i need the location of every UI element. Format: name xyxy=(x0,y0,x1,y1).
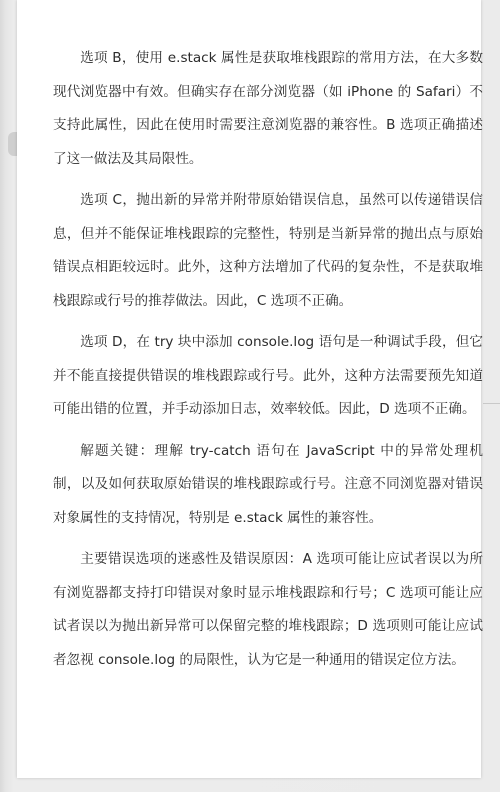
document-body xyxy=(53,42,483,685)
scroll-marker xyxy=(483,403,500,404)
paragraph-option-d: 选项 D，在 try 块中添加 console.log 语句是一种调试手段，但它并不能直接提供错误的堆栈跟踪或行号。此外，这种方法需要预先知道可能出错的位置，并手动添加日志，效率较低。因此，D 选项不正确。 xyxy=(53,334,483,417)
paragraph-key-point: 解题关键：理解 try-catch 语句在 JavaScript 中的异常处理机制，以及如何获取原始错误的堆栈跟踪或行号。注意不同浏览器对错误对象属性的支持情况，特别是 e.stack 属性的兼容性。 xyxy=(53,442,483,526)
paragraph-option-c: 选项 C，抛出新的异常并附带原始错误信息，虽然可以传递错误信息，但并不能保证堆栈跟踪的完整性，特别是当新异常的抛出点与原始错误点相距较远时。此外，这种方法增加了代码的复杂性，不是获取堆栈跟踪或行号的推荐做法。因此，C 选项不正确。 xyxy=(53,192,483,309)
paragraph-distractors: 主要错误选项的迷惑性及错误原因：A 选项可能让应试者误以为所有浏览器都支持打印错误对象时显示堆栈跟踪和行号；C 选项可能让应试者误以为抛出新异常可以保留完整的堆栈跟踪；D 选项则可能让应试者忽视 console.log 的局限性，认为它是一种通用的错误定位方法。 xyxy=(53,551,483,668)
paragraph-option-b: 选项 B，使用 e.stack 属性是获取堆栈跟踪的常用方法，在大多数现代浏览器中有效。但确实存在部分浏览器（如 iPhone 的 Safari）不支持此属性，因此在使用时需要注意浏览器的兼容性。B 选项正确描述了这一做法及其局限性。 xyxy=(53,50,483,167)
document-page xyxy=(17,0,481,778)
